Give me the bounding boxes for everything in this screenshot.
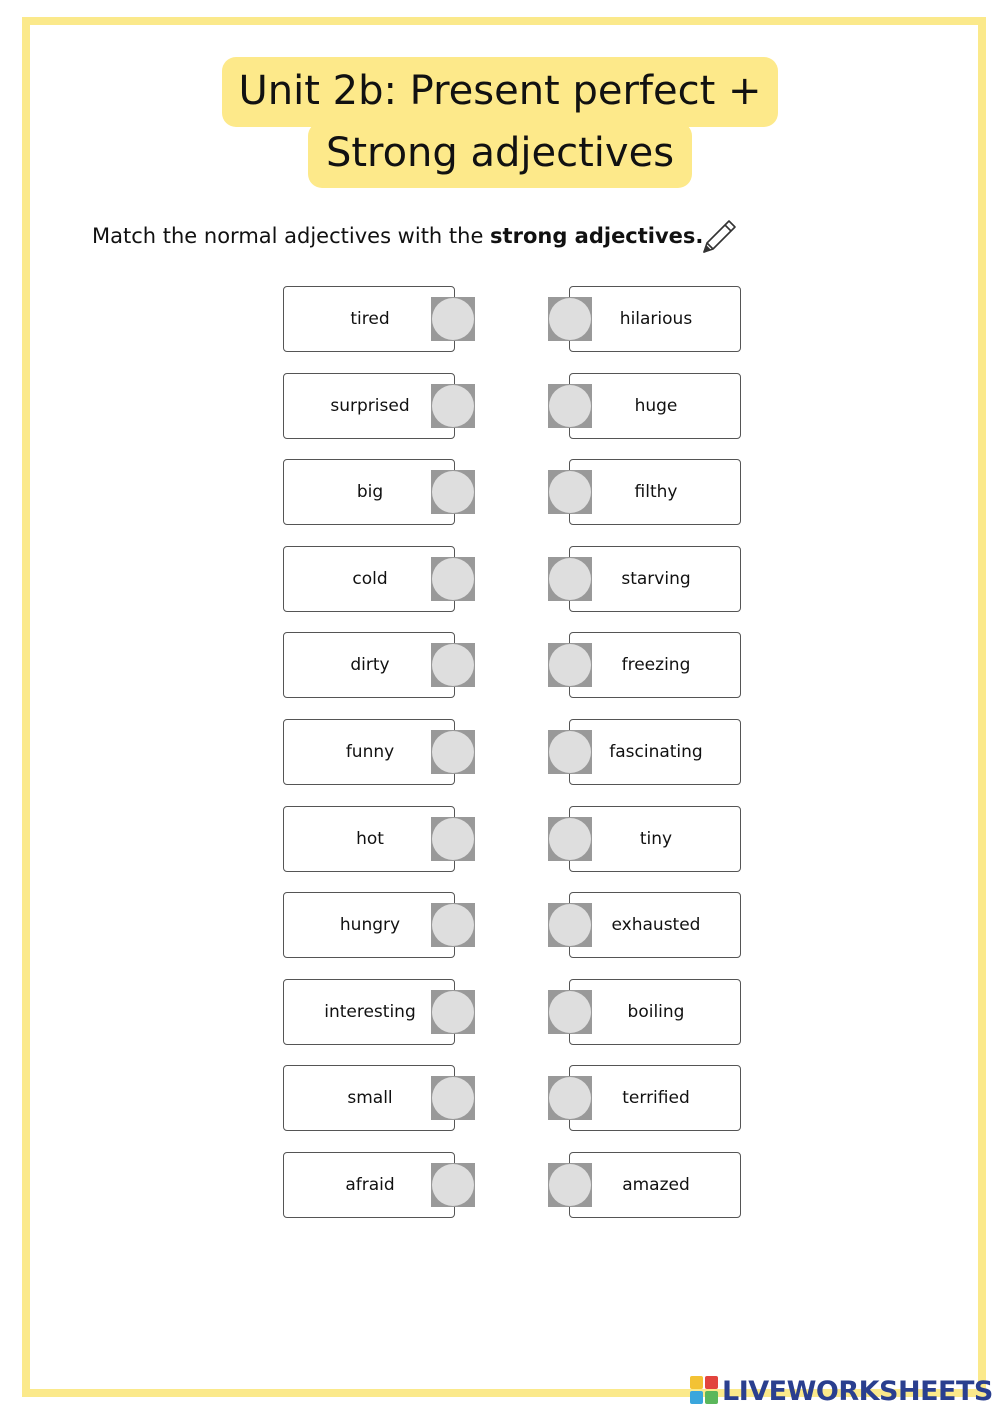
connector-dot (432, 385, 474, 427)
connector-dot (432, 471, 474, 513)
connector-dot (549, 904, 591, 946)
left-word: afraid (345, 1175, 395, 1195)
left-word: hungry (339, 915, 401, 936)
connector-dot (432, 558, 474, 600)
connector-dot (432, 644, 474, 686)
left-word-card (283, 546, 455, 612)
right-match-connector[interactable] (548, 730, 592, 774)
page-title-line-2: Strong adjectives (308, 122, 692, 188)
left-match-connector[interactable] (431, 297, 475, 341)
right-word: amazed (622, 1175, 690, 1195)
connector-dot (549, 298, 591, 340)
connector-dot (432, 991, 474, 1033)
left-match-connector[interactable] (431, 470, 475, 514)
right-match-connector[interactable] (548, 1163, 592, 1207)
right-word: exhausted (611, 915, 701, 936)
right-word-card (569, 373, 741, 439)
left-word: small (347, 1088, 393, 1109)
right-word-card (569, 1152, 741, 1218)
left-word-card (283, 979, 455, 1045)
right-match-connector[interactable] (548, 990, 592, 1034)
left-match-connector[interactable] (431, 1076, 475, 1120)
connector-dot (549, 471, 591, 513)
connector-dot (432, 818, 474, 860)
right-word-card (569, 286, 741, 352)
connector-dot (432, 1164, 474, 1206)
left-word-card (283, 1152, 455, 1218)
right-match-connector[interactable] (548, 903, 592, 947)
right-word: hilarious (619, 309, 693, 329)
left-word-card (283, 286, 455, 352)
right-word-card (569, 1065, 741, 1131)
connector-dot (432, 1077, 474, 1119)
right-match-connector[interactable] (548, 470, 592, 514)
right-word-card (569, 892, 741, 958)
right-match-connector[interactable] (548, 817, 592, 861)
left-word-card (283, 1065, 455, 1131)
liveworksheets-logo (690, 1373, 993, 1409)
right-match-connector[interactable] (548, 557, 592, 601)
left-match-connector[interactable] (431, 557, 475, 601)
right-word-card (569, 459, 741, 525)
left-word-card (283, 892, 455, 958)
left-word: cold (352, 568, 388, 589)
left-word-card (283, 373, 455, 439)
right-word-card (569, 719, 741, 785)
connector-dot (549, 1077, 591, 1119)
connector-dot (549, 385, 591, 427)
left-match-connector[interactable] (431, 643, 475, 687)
pencil-icon (698, 216, 740, 258)
connector-dot (432, 731, 474, 773)
left-word: big (356, 482, 384, 503)
right-word-card (569, 546, 741, 612)
right-word: filthy (634, 482, 678, 503)
connector-dot (549, 818, 591, 860)
right-word: starving (621, 568, 691, 589)
left-match-connector[interactable] (431, 990, 475, 1034)
left-match-connector[interactable] (431, 1163, 475, 1207)
right-word: huge (634, 395, 678, 416)
right-match-connector[interactable] (548, 297, 592, 341)
connector-dot (549, 558, 591, 600)
right-word: tiny (639, 828, 673, 849)
left-word: interesting (324, 1001, 416, 1022)
instruction-text (92, 219, 703, 253)
logo-blocks-icon (690, 1376, 720, 1406)
connector-dot (549, 991, 591, 1033)
instruction-bold: strong adjectives. (490, 224, 704, 248)
connector-dot (549, 1164, 591, 1206)
right-word-card (569, 806, 741, 872)
right-word-card (569, 632, 741, 698)
left-word-card (283, 459, 455, 525)
left-word-card (283, 806, 455, 872)
page-title-line-1: Unit 2b: Present perfect + (222, 57, 778, 127)
right-match-connector[interactable] (548, 384, 592, 428)
left-word: funny (345, 742, 395, 762)
right-match-connector[interactable] (548, 1076, 592, 1120)
right-word: boiling (627, 1001, 685, 1022)
connector-dot (432, 904, 474, 946)
left-word-card (283, 632, 455, 698)
left-match-connector[interactable] (431, 384, 475, 428)
logo-text: LIVEWORKSHEETS (722, 1375, 993, 1407)
left-word-card (283, 719, 455, 785)
right-word: fascinating (609, 742, 703, 762)
right-word: freezing (621, 655, 691, 676)
instruction-prefix: Match the normal adjectives with the (92, 224, 491, 248)
right-word-card (569, 979, 741, 1045)
left-match-connector[interactable] (431, 730, 475, 774)
left-match-connector[interactable] (431, 817, 475, 861)
right-match-connector[interactable] (548, 643, 592, 687)
connector-dot (549, 644, 591, 686)
connector-dot (549, 731, 591, 773)
left-word: tired (350, 309, 390, 329)
left-word: surprised (330, 395, 410, 416)
left-match-connector[interactable] (431, 903, 475, 947)
right-word: terrified (622, 1088, 690, 1109)
left-word: dirty (350, 655, 390, 676)
connector-dot (432, 298, 474, 340)
left-word: hot (356, 828, 384, 849)
